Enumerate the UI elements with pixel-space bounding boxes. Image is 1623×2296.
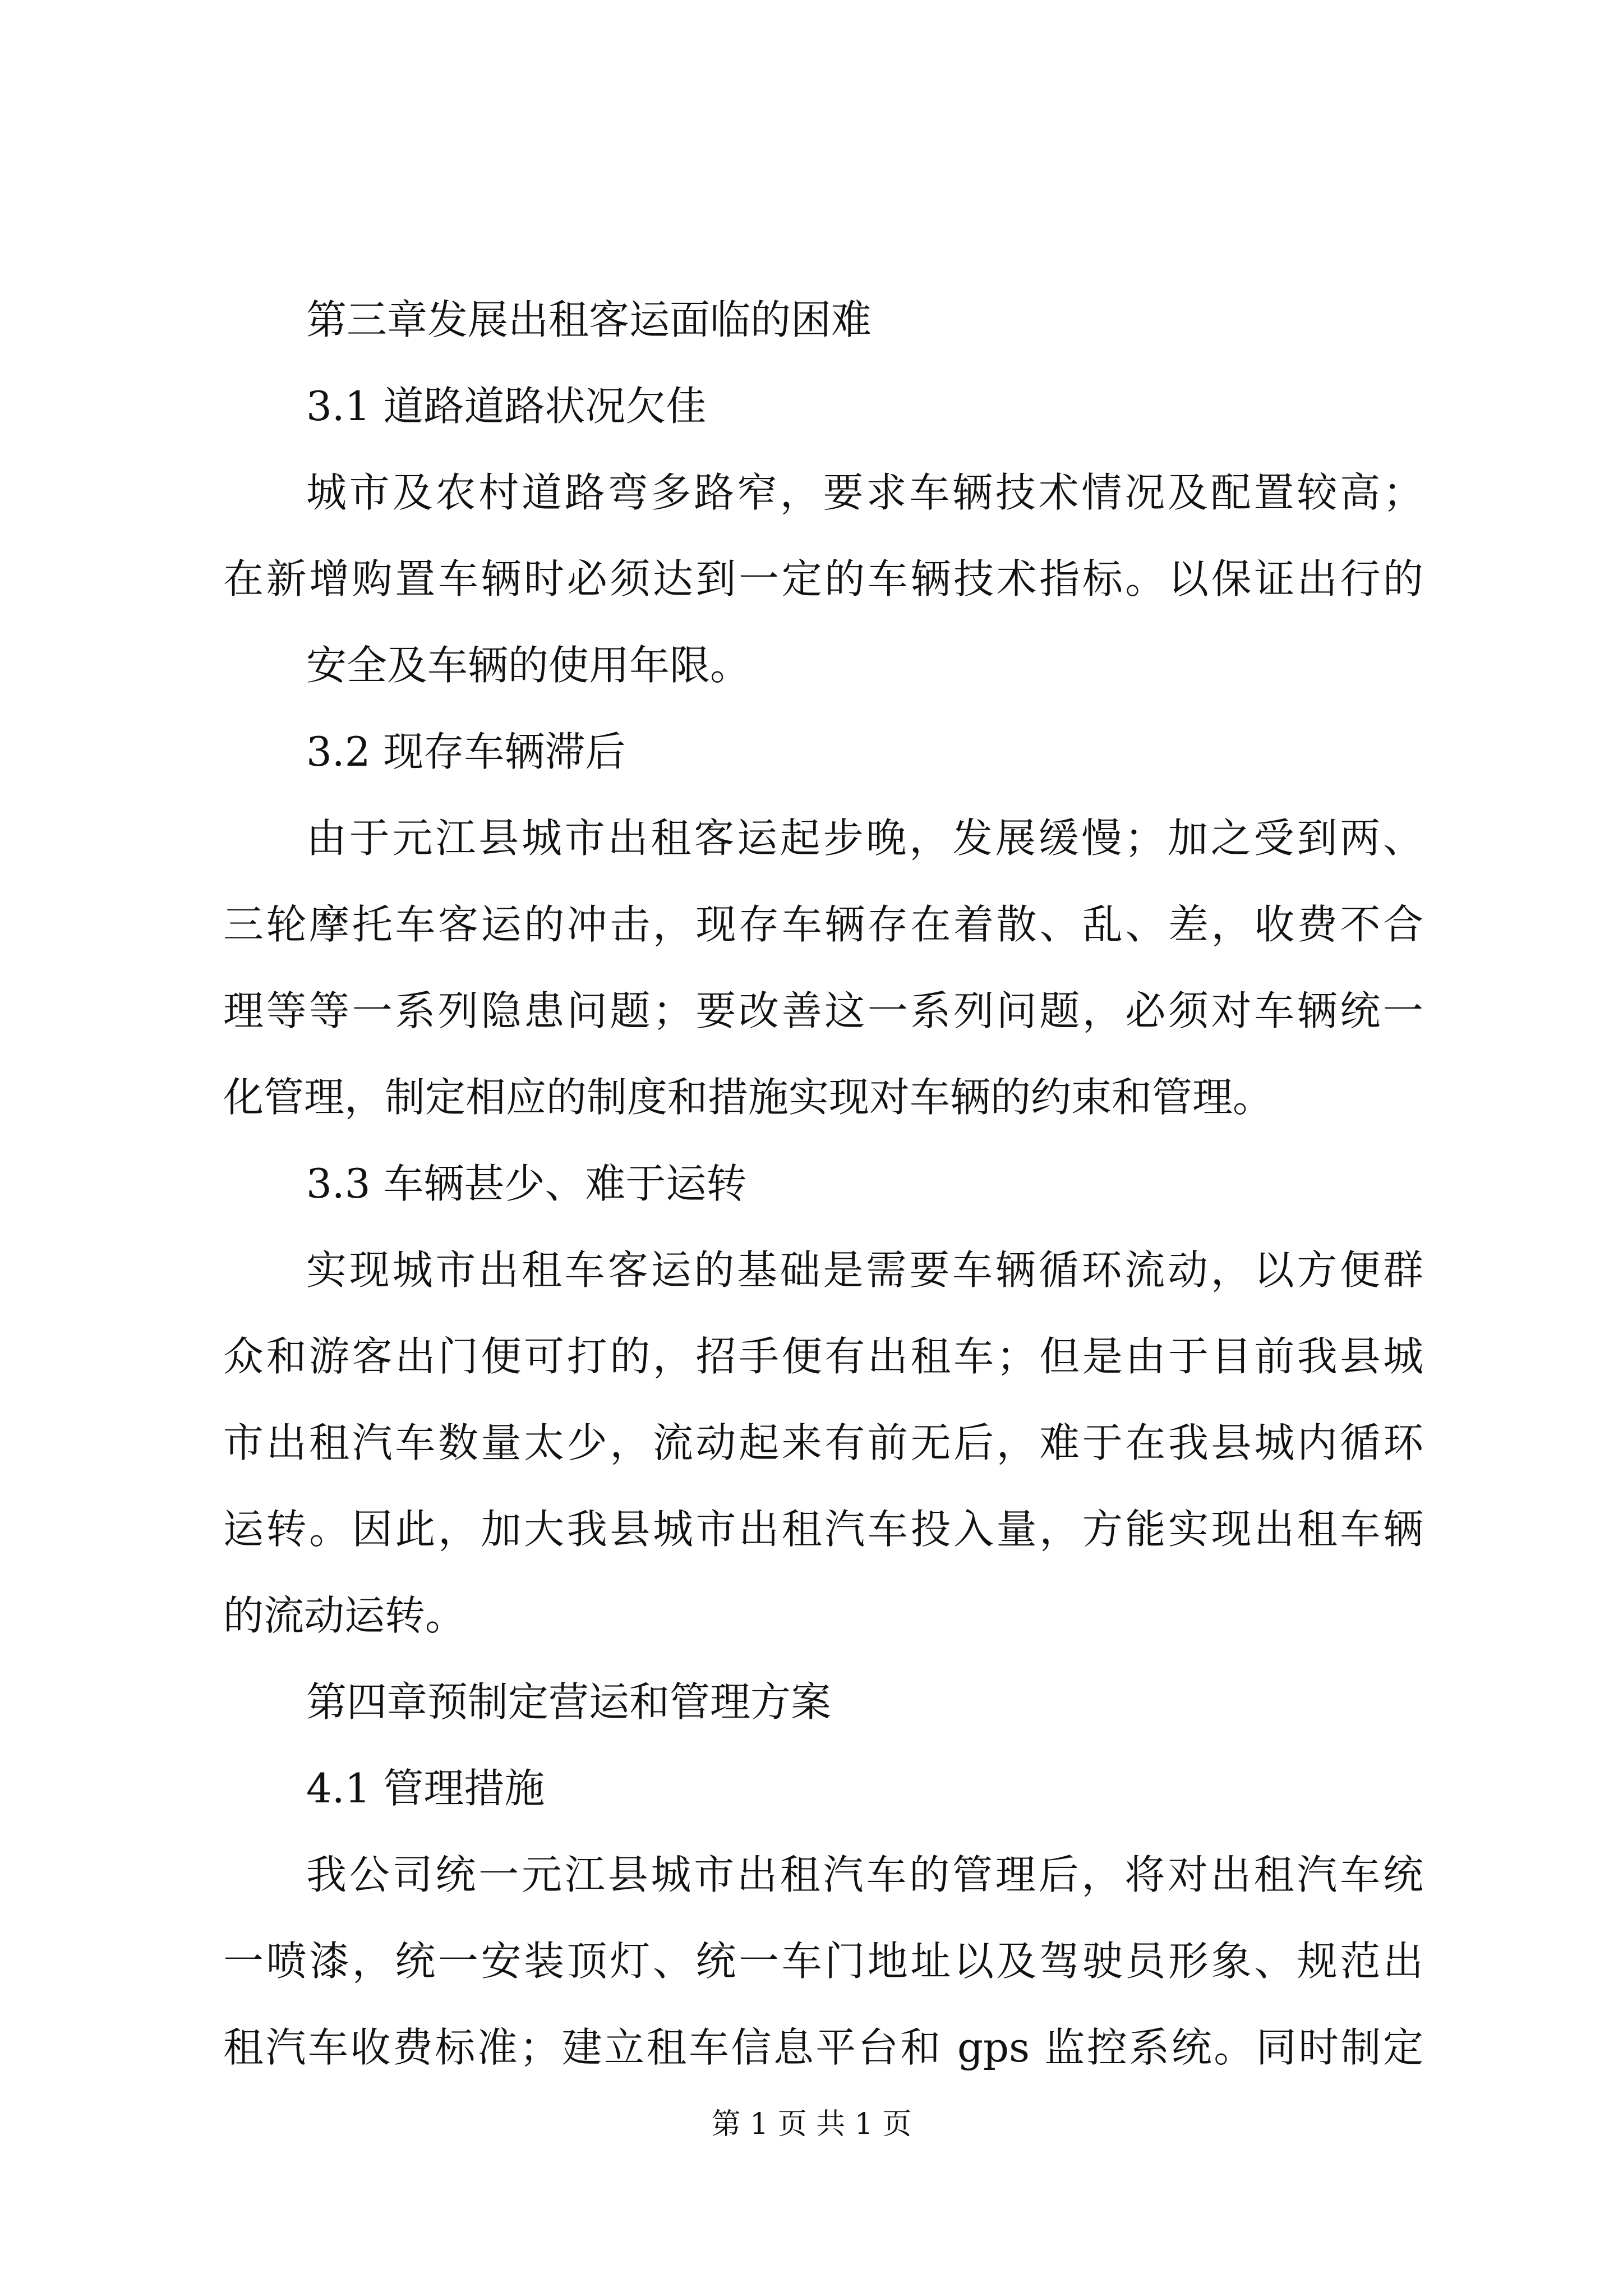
paragraph-line: 众和游客出门便可打的，招手便有出租车；但是由于目前我县城: [223, 1333, 1423, 1380]
paragraph-line: 在新增购置车辆时必须达到一定的车辆技术指标。以保证出行的: [223, 555, 1423, 602]
paragraph-line: 市出租汽车数量太少，流动起来有前无后，难于在我县城内循环: [223, 1419, 1423, 1466]
paragraph-line: 城市及农村道路弯多路窄，要求车辆技术情况及配置较高；: [306, 469, 1423, 516]
paragraph-line: 安全及车辆的使用年限。: [306, 642, 751, 689]
chapter-heading-3: 第三章发展出租客运面临的困难: [306, 296, 872, 343]
paragraph-line: 化管理，制定相应的制度和措施实现对车辆的约束和管理。: [223, 1074, 1274, 1121]
paragraph-line: 实现城市出租车客运的基础是需要车辆循环流动，以方便群: [306, 1246, 1423, 1294]
paragraph-line: 三轮摩托车客运的冲击，现存车辆存在着散、乱、差，收费不合: [223, 901, 1423, 948]
paragraph-line: 运转。因此，加大我县城市出租汽车投入量，方能实现出租车辆: [223, 1506, 1423, 1553]
paragraph-line: 我公司统一元江县城市出租汽车的管理后，将对出租汽车统: [306, 1851, 1423, 1898]
paragraph-line: 租汽车收费标准；建立租车信息平台和 gps 监控系统。同时制定: [223, 2024, 1423, 2071]
section-heading-3-3: 3.3 车辆甚少、难于运转: [306, 1160, 747, 1207]
section-heading-3-1: 3.1 道路道路状况欠佳: [306, 383, 707, 430]
chapter-heading-4: 第四章预制定营运和管理方案: [306, 1678, 832, 1726]
paragraph-line: 一喷漆，统一安装顶灯、统一车门地址以及驾驶员形象、规范出: [223, 1938, 1423, 1985]
section-heading-3-2: 3.2 现存车辆滞后: [306, 728, 626, 775]
paragraph-line: 理等等一系列隐患问题；要改善这一系列问题，必须对车辆统一: [223, 987, 1423, 1034]
page-footer: 第 1 页 共 1 页: [711, 2108, 912, 2141]
paragraph-line: 由于元江县城市出租客运起步晚，发展缓慢；加之受到两、: [306, 815, 1423, 862]
section-heading-4-1: 4.1 管理措施: [306, 1765, 545, 1812]
paragraph-line: 的流动运转。: [223, 1592, 466, 1639]
